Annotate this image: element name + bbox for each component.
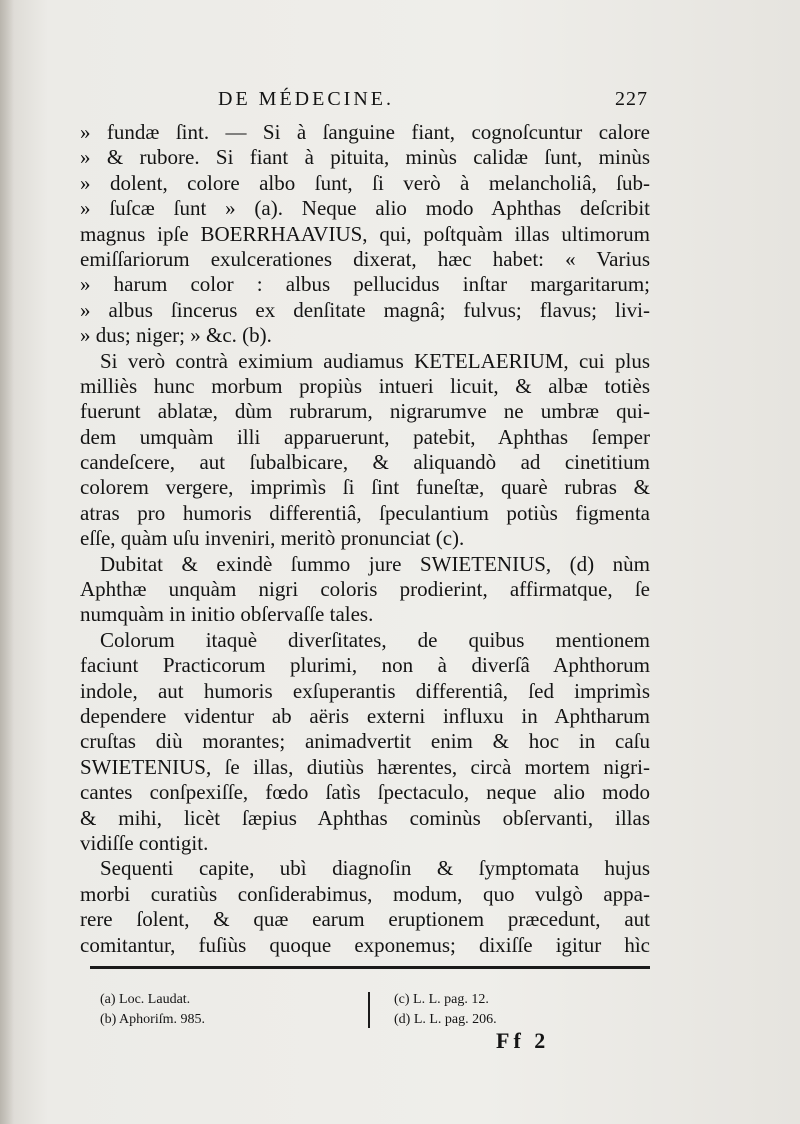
footnote-rule [90, 966, 650, 969]
text-line: milliès hunc morbum propiùs intueri licuit, & albæ totiès [80, 373, 650, 398]
body-text [80, 120, 650, 958]
text-line: cantes conſpexiſſe, fœdo ſatìs ſpectaculo, neque alio modo [80, 780, 650, 805]
footnote: (b) Aphoriſm. 985. [100, 1012, 205, 1027]
text-line: morbi curatiùs conſiderabimus, modum, quo vulgò appa- [80, 881, 650, 906]
text-line: colorem vergere, imprimìs ſi ſint funeſtæ, quarè rubras & [80, 475, 650, 500]
text-line: dem umquàm illi apparuerunt, patebit, Aphthas ſemper [80, 424, 650, 449]
signature-mark: Ff 2 [496, 1028, 550, 1053]
text-line: fuerunt ablatæ, dùm rubrarum, nigrarumve ne umbræ qui- [80, 399, 650, 424]
text-line: » ſuſcæ ſunt » (a). Neque alio modo Aphthas deſcribit [80, 196, 650, 221]
footnote: (a) Loc. Laudat. [100, 992, 191, 1007]
footnote: (c) L. L. pag. 12. [394, 992, 489, 1007]
footnotes-right-column [394, 990, 497, 1030]
text-line: » albus ſincerus ex denſitate magnâ; fulvus; flavus; livi- [80, 297, 650, 322]
text-line: cruſtas diù morantes; animadvertit enim & hoc in caſu [80, 729, 650, 754]
text-line: » dus; niger; » &c. (b). [80, 323, 272, 348]
text-line: Si verò contrà eximium audiamus KETELAERIUM, cui plus [100, 348, 650, 373]
text-line: faciunt Practicorum plurimi, non à diverſâ Aphthorum [80, 653, 650, 678]
text-line: Sequenti capite, ubì diagnoſin & ſymptomata hujus [100, 856, 650, 881]
text-line: indole, aut humoris exſuperantis differentiâ, ſed imprimìs [80, 678, 650, 703]
footnote: (d) L. L. pag. 206. [394, 1012, 497, 1027]
text-line: Colorum itaquè diverſitates, de quibus mentionem [100, 627, 650, 652]
text-line: » dolent, colore albo ſunt, ſi verò à melancholiâ, ſub- [80, 170, 650, 195]
running-title: DE MÉDECINE. [218, 88, 394, 110]
footnote-column-divider [368, 992, 370, 1028]
text-line: Aphthæ unquàm nigri coloris prodierint, affirmatque, ſe [80, 577, 650, 602]
text-line: dependere videntur ab aëris externi influxu in Aphtharum [80, 703, 650, 728]
text-line: candeſcere, aut ſubalbicare, & aliquandò ad cinetitium [80, 450, 650, 475]
page-gutter-shadow [0, 0, 14, 1124]
text-line: atras pro humoris differentiâ, ſpeculantium potiùs figmenta [80, 500, 650, 525]
text-line: magnus ipſe BOERRHAAVIUS, qui, poſtquàm illas ultimorum [80, 221, 650, 246]
text-line: » harum color : albus pellucidus inſtar margaritarum; [80, 272, 650, 297]
text-line: rere ſolent, & quæ earum eruptionem præcedunt, aut [80, 907, 650, 932]
text-line: & mihi, licèt ſæpius Aphthas cominùs obſervanti, illas [80, 805, 650, 830]
text-line: » & rubore. Si fiant à pituita, minùs calidæ ſunt, minùs [80, 145, 650, 170]
text-line: » fundæ ſint. — Si à ſanguine fiant, cognoſcuntur calore [80, 120, 650, 144]
running-header [218, 88, 650, 118]
page-number: 227 [615, 88, 648, 110]
text-line: emiſſariorum exulcerationes dixerat, hæc habet: « Varius [80, 246, 650, 271]
text-line: vidiſſe contigit. [80, 830, 209, 855]
text-line: Dubitat & exindè ſummo jure SWIETENIUS, (d) nùm [100, 551, 650, 576]
text-line: numquàm in initio obſervaſſe tales. [80, 602, 374, 627]
text-line: SWIETENIUS, ſe illas, diutiùs hærentes, circà mortem nigri- [80, 754, 650, 779]
text-line: comitantur, fuſiùs quoque exponemus; dixiſſe igitur hìc [80, 932, 650, 957]
text-line: eſſe, quàm uſu inveniri, meritò pronunciat (c). [80, 526, 465, 551]
footnotes-left-column [100, 990, 205, 1030]
